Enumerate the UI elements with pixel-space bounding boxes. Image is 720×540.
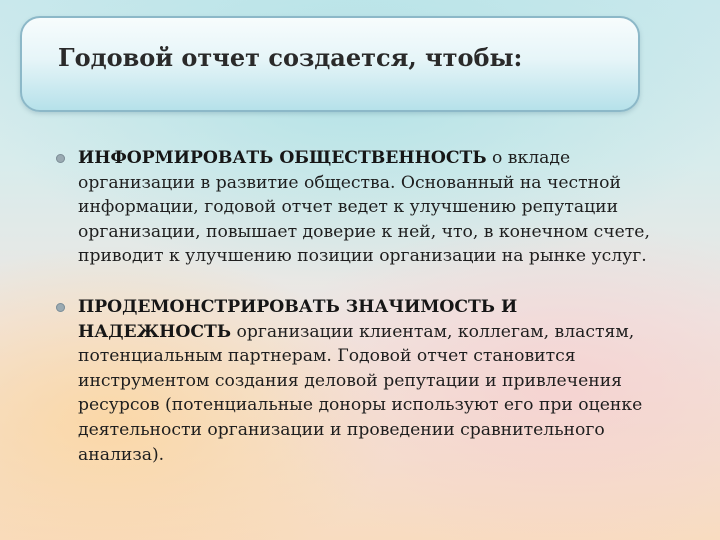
slide-title: Годовой отчет создается, чтобы: xyxy=(58,43,523,72)
bullet-item xyxy=(54,295,674,467)
bullet-list xyxy=(54,146,674,467)
bullet-icon xyxy=(56,303,65,312)
bullet-heading: ПРОДЕМОНСТРИРОВАТЬ ЗНАЧИМОСТЬ И НАДЕЖНОСТЬ xyxy=(78,296,518,342)
bullet-text: организации клиентам, коллегам, властям, потенциальным партнерам. Годовой отчет становится инструментом создания деловой репутации и привлечения ресурсов (потенциальные доноры используют его при оценке деятельности организации и проведении сравнительного анализа). xyxy=(78,321,643,465)
bullet-text: о вкладе организации в развитие общества. Основанный на честной информации, годовой отчет ведет к улучшению репутации организации, повышает доверие к ней, что, в конечном счете, приводит к улучшению позиции организации на рынке услуг. xyxy=(78,148,650,267)
bullet-heading: ИНФОРМИРОВАТЬ ОБЩЕСТВЕННОСТЬ xyxy=(78,148,487,168)
bullet-icon xyxy=(56,154,65,163)
bullet-item xyxy=(54,146,674,269)
